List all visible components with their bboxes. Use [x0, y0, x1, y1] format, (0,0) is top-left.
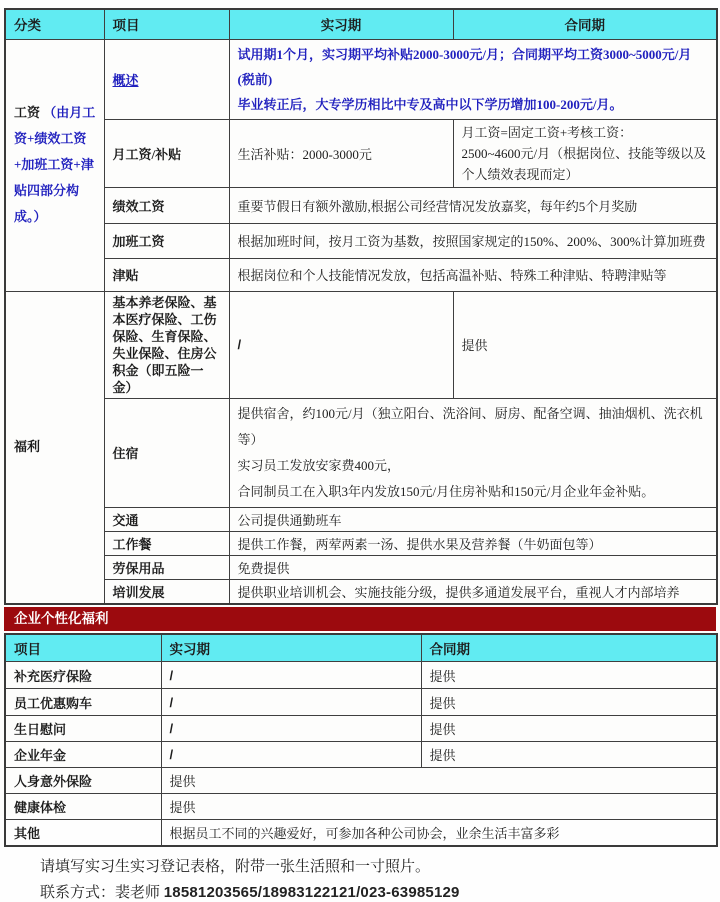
footer-notes [40, 855, 720, 902]
row-birthday-greeting [5, 716, 717, 742]
enterprise-annuity-intern: / [161, 742, 421, 768]
insurance-intern-cell: / [229, 291, 453, 398]
housing-line3: 合同制员工在入职3年内发放150元/月住房补贴和150元/月企业年金补贴。 [237, 483, 655, 499]
housing-line2: 实习员工发放安家费400元， [237, 457, 401, 473]
monthly-intern-cell: 生活补贴：2000-3000元 [229, 119, 453, 187]
overview-line1: 试用期1个月，实习期平均补贴2000-3000元/月；合同期平均工资3000~5000元/月(税前) [237, 46, 692, 87]
item-monthly-salary: 月工资/补贴 [104, 119, 229, 187]
car-discount-intern: / [161, 689, 421, 716]
enterprise-annuity-contract: 提供 [421, 742, 717, 768]
row-training [5, 579, 717, 604]
footer-instruction: 请填写实习生实习登记表格，附带一张生活照和一寸照片。 [40, 858, 431, 875]
insurance-contract-cell: 提供 [453, 291, 717, 398]
row-allowance [5, 258, 717, 291]
row-insurance [5, 291, 717, 398]
personalized-benefits-banner [4, 607, 716, 631]
overtime-content: 根据加班时间，按月工资为基数，按照国家规定的150%、200%、300%计算加班费 [229, 223, 717, 258]
labor-supplies-content: 免费提供 [229, 555, 717, 579]
personalized-benefits-table [4, 633, 718, 847]
table2-header-row [5, 634, 717, 662]
housing-content-cell [229, 398, 717, 507]
item-meals: 工作餐 [104, 531, 229, 555]
monthly-contract-line2: 2500~4600元/月（根据岗位、技能等级以及个人绩效表现而定） [461, 145, 707, 182]
item-housing: 住宿 [104, 398, 229, 507]
housing-line1: 提供宿舍，约100元/月（独立阳台、洗浴间、厨房、配备空调、抽油烟机、洗衣机等） [237, 405, 703, 447]
performance-content: 重要节假日有额外激励,根据公司经营情况发放嘉奖，每年约5个月奖励 [229, 187, 717, 223]
row-enterprise-annuity [5, 742, 717, 768]
row-overview [5, 39, 717, 119]
row-monthly-salary [5, 119, 717, 187]
car-discount-contract: 提供 [421, 689, 717, 716]
item-enterprise-annuity: 企业年金 [5, 742, 161, 768]
row-performance-pay [5, 187, 717, 223]
benefits-document-page [0, 8, 720, 901]
birthday-greeting-intern: / [161, 716, 421, 742]
accident-insurance-content: 提供 [161, 768, 717, 794]
meals-content: 提供工作餐，两荤两素一汤、提供水果及营养餐（牛奶面包等） [229, 531, 717, 555]
training-content: 提供职业培训机会、实施技能分级，提供多通道发展平台，重视人才内部培养 [229, 579, 717, 604]
transport-content: 公司提供通勤班车 [229, 507, 717, 531]
banner-title: 企业个性化福利 [14, 610, 109, 626]
item-labor-supplies: 劳保用品 [104, 555, 229, 579]
row-overtime-pay [5, 223, 717, 258]
header-category: 分类 [5, 9, 104, 39]
item-birthday-greeting: 生日慰问 [5, 716, 161, 742]
header2-contract: 合同期 [421, 634, 717, 662]
category-salary-note: （由月工资+绩效工资+加班工资+津贴四部分构成。） [14, 105, 96, 224]
category-welfare-label: 福利 [14, 439, 41, 454]
footer-contact [40, 881, 720, 902]
item-overview-label: 概述 [112, 72, 139, 88]
salary-welfare-table [4, 8, 718, 605]
header2-internship: 实习期 [161, 634, 421, 662]
item-insurance: 基本养老保险、基本医疗保险、工伤保险、生育保险、失业保险、住房公积金（即五险一金） [104, 291, 229, 398]
row-car-discount [5, 689, 717, 716]
allowance-content: 根据岗位和个人技能情况发放，包括高温补贴、特殊工种津贴、特聘津贴等 [229, 258, 717, 291]
monthly-contract-line1: 月工资=固定工资+考核工资： [461, 124, 633, 140]
supplementary-medical-intern: / [161, 662, 421, 689]
table1-header-row [5, 9, 717, 39]
header2-item: 项目 [5, 634, 161, 662]
row-labor-supplies [5, 555, 717, 579]
item-allowance: 津贴 [104, 258, 229, 291]
row-accident-insurance [5, 768, 717, 794]
item-health-checkup: 健康体检 [5, 794, 161, 820]
row-health-checkup [5, 794, 717, 820]
category-welfare-cell [5, 291, 104, 604]
category-salary-cell [5, 39, 104, 291]
header-contract: 合同期 [453, 9, 717, 39]
header-item: 项目 [104, 9, 229, 39]
overview-content-cell [229, 39, 717, 119]
item-car-discount: 员工优惠购车 [5, 689, 161, 716]
overview-line2: 毕业转正后，大专学历相比中专及高中以下学历增加100-200元/月。 [237, 96, 623, 112]
item-other: 其他 [5, 820, 161, 846]
supplementary-medical-contract: 提供 [421, 662, 717, 689]
contact-label: 联系方式：裴老师 [40, 884, 161, 901]
birthday-greeting-contract: 提供 [421, 716, 717, 742]
item-performance-pay: 绩效工资 [104, 187, 229, 223]
item-accident-insurance: 人身意外保险 [5, 768, 161, 794]
row-transport [5, 507, 717, 531]
item-overtime-pay: 加班工资 [104, 223, 229, 258]
row-supplementary-medical [5, 662, 717, 689]
monthly-contract-cell [453, 119, 717, 187]
row-other [5, 820, 717, 846]
row-meals [5, 531, 717, 555]
header-internship: 实习期 [229, 9, 453, 39]
category-salary-label: 工资 [14, 105, 41, 120]
other-content: 根据员工不同的兴趣爱好，可参加各种公司协会，业余生活丰富多彩 [161, 820, 717, 846]
health-checkup-content: 提供 [161, 794, 717, 820]
item-overview-cell [104, 39, 229, 119]
row-housing [5, 398, 717, 507]
contact-phone-numbers: 18581203565/18983122121/023-63985129 [163, 883, 460, 901]
item-training: 培训发展 [104, 579, 229, 604]
item-supplementary-medical: 补充医疗保险 [5, 662, 161, 689]
item-transport: 交通 [104, 507, 229, 531]
